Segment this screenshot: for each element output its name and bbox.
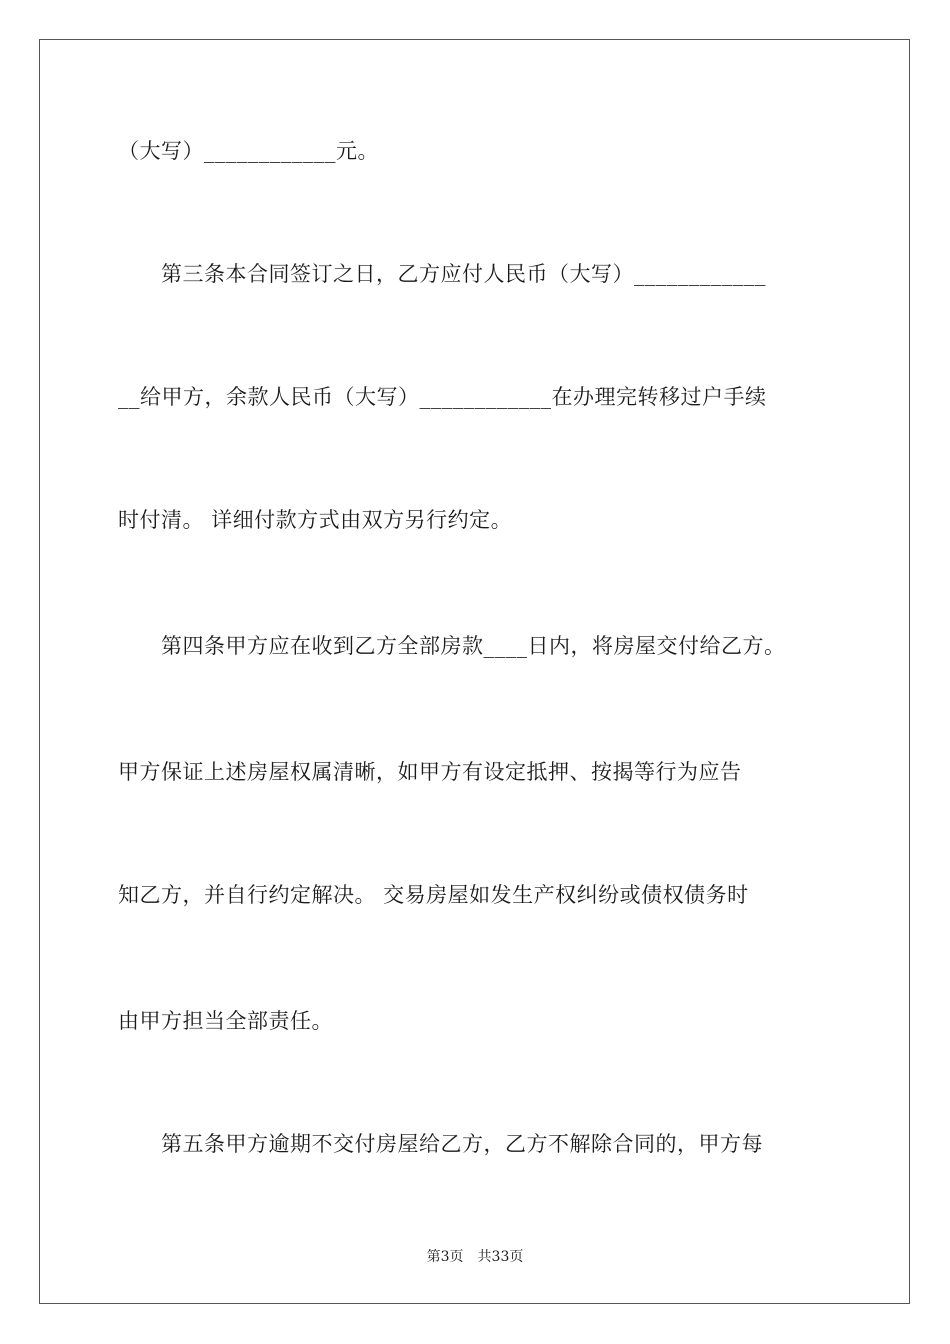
text-line: 第五条甲方逾期不交付房屋给乙方，乙方不解除合同的，甲方每 [118,1132,763,1156]
text-line: 第四条甲方应在收到乙方全部房款____日内，将房屋交付给乙方。 [118,634,786,658]
text-line: 由甲方担当全部责任。 [118,1009,333,1033]
text-line: （大写）____________元。 [118,139,379,163]
page-number: 第3页 [426,1249,464,1265]
text-line: 时付清。 详细付款方式由双方另行约定。 [118,508,513,532]
page-total: 共33页 [477,1249,524,1265]
text-line: 第三条本合同签订之日，乙方应付人民币（大写）____________ [118,262,766,286]
page-footer [0,1246,950,1266]
text-line: 甲方保证上述房屋权属清晰，如甲方有设定抵押、按揭等行为应告 [118,760,742,784]
text-line: __给甲方，余款人民币（大写）____________在办理完转移过户手续 [118,385,767,409]
text-line: 知乙方，并自行约定解决。 交易房屋如发生产权纠纷或债权债务时 [118,883,749,907]
page-border [39,39,910,1304]
